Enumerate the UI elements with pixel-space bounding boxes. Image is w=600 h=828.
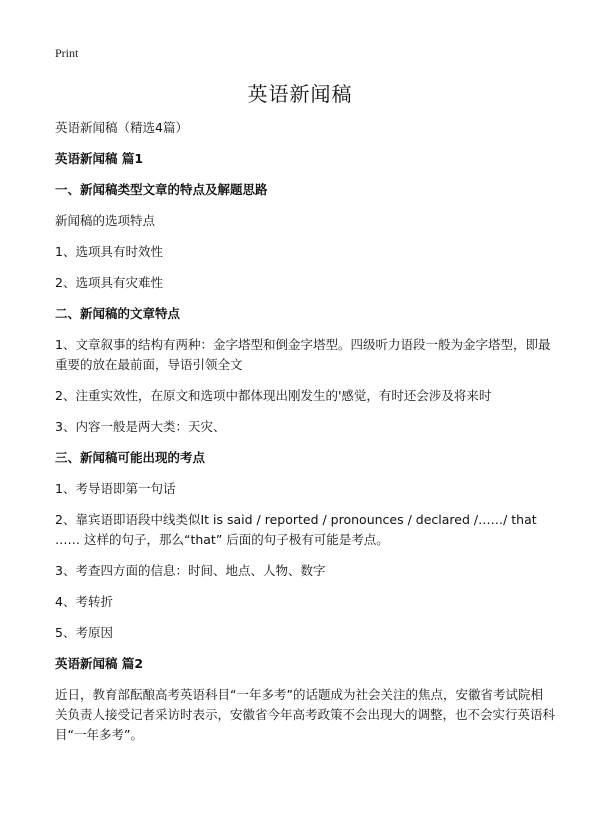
- list-item: 4、考转折: [55, 594, 113, 609]
- paragraph: 近日，教育部酝酿高考英语科目“一年多考”的话题成为社会关注的焦点，安徽省考试院相关负责人接受记者采访时表示，安徽省今年高考政策不会出现大的调整，也不会实行英语科目“一年多考”。: [55, 687, 556, 742]
- section-heading: 一、新闻稿类型文章的特点及解题思路: [55, 182, 268, 197]
- section-heading: 英语新闻稿 篇1: [55, 151, 144, 166]
- article-subtitle: 英语新闻稿（精选4篇）: [55, 120, 188, 135]
- list-item: 3、考查四方面的信息：时间、地点、人物、数字: [55, 563, 326, 578]
- list-item: 2、注重实效性，在原文和选项中都体现出刚发生的'感觉，有时还会涉及将来时: [55, 388, 492, 403]
- list-item: 3、内容一般是两大类：天灾、: [55, 419, 226, 434]
- page-title: 英语新闻稿: [247, 82, 353, 106]
- section-heading: 二、新闻稿的文章特点: [55, 306, 181, 321]
- list-item: 1、选项具有时效性: [55, 244, 163, 259]
- list-item: 2、选项具有灾难性: [55, 275, 163, 290]
- section-heading: 三、新闻稿可能出现的考点: [55, 450, 206, 465]
- list-item: 2、靠宾语即语段中线类似It is said / reported / pronounces / declared /……/ that …… 这样的句子，那么“that” 后面的句子极有可能是考点。: [55, 512, 537, 547]
- print-link[interactable]: Print: [55, 46, 79, 60]
- list-item: 1、考导语即第一句话: [55, 481, 176, 496]
- list-item: 5、考原因: [55, 625, 113, 640]
- section-heading: 英语新闻稿 篇2: [55, 656, 144, 671]
- article-body: [55, 118, 555, 745]
- paragraph: 新闻稿的选项特点: [55, 213, 156, 228]
- list-item: 1、文章叙事的结构有两种：金字塔型和倒金字塔型。四级听力语段一般为金字塔型，即最重要的放在最前面，导语引领全文: [55, 337, 551, 372]
